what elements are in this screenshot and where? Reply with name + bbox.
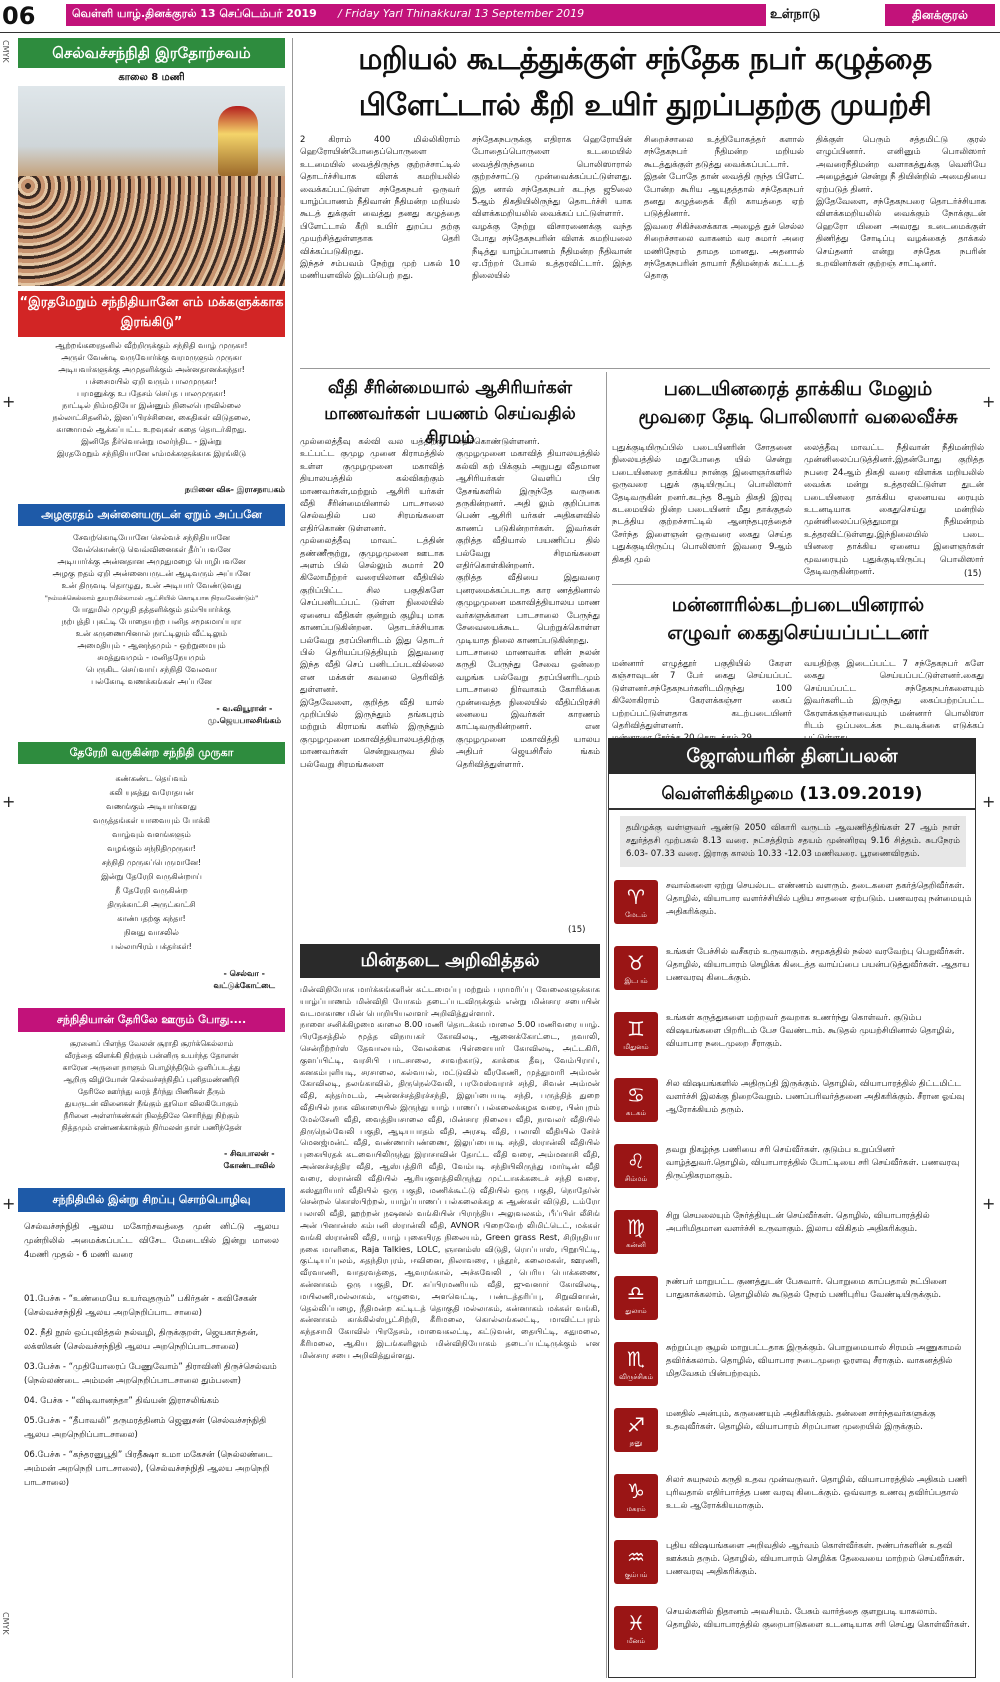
sermon-item: 04. பேச்சு - “விடிவானந்தா” திவ்யன் இராசலிங்கம் [24,1396,220,1406]
crop-mark: + [982,792,996,811]
zodiac-text: உங்கள் கருத்துகளை மற்றவர் தவறாக உணர்ந்து கொள்வர். குடும்ப விஷயங்களை பிறரிடம் பேச வேண்டாம். கூடுதல் முயற்சியினால் தொழில், வியாபார நடைமுறை சீராகும். [666,1013,955,1049]
crop-mark: + [982,1194,996,1213]
aquarius-icon: ♒ கும்பம் [614,1540,658,1584]
photo-caption: காலை 8 மணி [118,72,185,83]
sermon-item: 06.பேச்சு - “கந்தரனுபூதி” பிரதீக்ஷா உமா மகேசன் (நெல்லண்டை அம்மன் அறநெறி பாடசாலை), (செல்வச்சந்நிதி ஆலய அறநெறி பாடசாலை) [24,1450,273,1488]
crowd [18,176,285,286]
zodiac-text: சிலர் சுயநலம் கருதி உதவ முன்வருவர். தொழில், வியாபாரத்தில் அதிகம் பணி புரிவதால் எதிர்பார்த்த பண வரவு கிடைக்கும். ஒவ்வாத உணவு தவிர்ப்பதால் உடல் ஆரோக்கியமாகும். [666,1475,968,1511]
mannar-headline-1: மன்னாரில்கடற்படையினரால் [671,594,925,616]
zodiac-row [608,1204,976,1270]
zodiac-text: சிறு செயலையும் நேர்த்தியுடன் செய்வீர்கள். தொழில், வியாபாரத்தில் அபரிமிதமான வளர்ச்சி உருவாகும். இலாப விகிதம் அதிகரிக்கும். [666,1211,930,1234]
zodiac-row [608,1006,976,1072]
scorpio-icon: ♏ விருச்சிகம் [614,1342,658,1386]
power-body: மின்விநியோக மார்க்கங்களின் கட்டமைப்பு மற்றும் பராமரிப்பு வேலைகளுக்காக யாழ்ப்பாணம் மின்விநி யோகம் தடைப்படவிருக்கும் என்று மின்சார சபையின் வடமாகாண மின் பொறியியலாளர் அறிவித்துள்ளார். நாளை சனிக்கிழமை காலை 8.00 மணி தொடக்கம் மாலை 5.00 மணிவரை யாழ். பிரதேசத்தில் மூத்த விநாயகர் கோவிலடி, ஆனைக்கோட்டை, நவாலி, சென்றீற்றர்ஸ் தேவாலயம், வேலக்கை பிள்ளையார் கோவிலடி, அட்டகிரி, குளப்பிட்டி, வரசிபி பாடசாலை, சாவற்காடு, காக்கை தீவு, வேம்பிராய், கனகம்புளியடி, சரசாலை, கல்வயல், மட்டுவில் வீரகேணி, முத்துமாரி அம்மன் கோவிலடி, தலங்காவில், திருநெல்வேலி, பரமேஸ்வராச் சந்தி, சிவன் அம்மன் வீதி, கந்தர்மடம், அன்னச்சத்திரச்சந்தி, இலுப்பையடி சந்தி, பருத்தித் துறை வீதியில் நாக விகாரையில் இருந்து யாழ் பாணப் பல்கலைக்கழக வரை, பின்புறம் மேல்சேனி வீதி, வைத்தியசாலை வீதி, மின்சார நிலைய வீதி, நாவலர் வீதியில் திருநெல்வேலி பகுதி, ஆடியபாதம் வீதி, அரசடி வீதி, பலாலி வீதியில் சேர்ச் மெனஜ்மன்ட் வீதி, வண்ணார்பண்ணை, இலுப்பையடி சந்தி, ஸ்ரான்லி வீதியில் புகையிரதக் கடவையிலிருந்து இராசாவின் தோட்ட வீதி வரை, அம்மனாசி வீதி, அன்னச்சத்திர வீதி, ஆஸ்பத்திரி வீதி, வேம்படி சந்தியிலிருந்து மார்டின் வீதி வரை, ஸ்ரான்லி வீதியில் ஆரியகுளத்திலிருந்து முட்டாசுக்கடைச் சந்தி வரை, கஸ்தூரியார் வீதியில் ஒரு பகுதி, மணிக்கூட்டு வீதியில் ஒரு பகுதி, நொதேர்ன் சென்றல் கொஸ்பிற்றல், யாழ்ப்பாணப் பல்கலைக்கழ க ஆண்கள் விடுதி, டம்ரோ பலாலி வீதி, ஹற்றன் நஷனல் வங்கியின் பிராந்திய அலுவலகம், பீப்பிள் லீசிங் அன் பினான்ஸ் கம்பனி ஸ்ரான்லி வீதி, AVNOR பிறைவேற் லிமிட்டெட், மக்கள் வங்கி ஸ்ரான்லி வீதி, யாழ் புகையிரத நிலையம், Green grass Rest, சிறிநதியா நகை மாளிகை, Raja Talkies, LOLC, ஞானம்ஸ் விடுதி, ரொப்பாஸ், பிறூபிட்டி, குட்டியப்புலம், சுதந்திரபுரம், ஈவினை, நிலாவரை, புத்தூர், கலைமகள், ஊரணி, வீரவாணி, வாதரவத்தை, ஆவரங்கால், அச்சுவேலி , பெரிய பொக்கணை, கன்னாகம் ஒரு பகுதி, Dr. சுப்பிரமணியம் வீதி, ஜுவனாா் கோவிலடி, மயிலணி,மல்லாகம், எழுவை, அளவெட்டி, பண்டத்தரிப்பு, சிறுவிளான், தெல்லிப்பழை, நீதிமன்ற கட்டிடத் தொகுதி மல்லாகம், கன்னாகம் மக்கள் வங்கி, கன்னாகம் காக்கில்ஸ்பூட்சிற்றி, கீரிமலை, கொல்லங்கலட்டி, மாவிட்டபுரம் கந்தசாமி கோவில் பிரதேசம், மாவைகலட்டி, கட்டுவன், தையிட்டி, சுதுமலை, கீரிமலை, ஆகிய இடங்களிலும் மின்விநியோகம் தடைப்பட்டிருக்கும் என மின்சார சபை அறிவித்துள்ளது. [300,984,600,1360]
zodiac-text: தவறு நிகழ்ந்த பணியை சரி செய்வீர்கள். குடும்ப உறுப்பினர் வாழ்த்துவர்.தொழில், வியாபாரத்தில் போட்டியை சரி செய்வீர்கள். பணவரவு திருப்திகரமாகும். [666,1145,960,1181]
poem2-line: சமத்துவமும் - மனிதநேயமும் [97,653,206,662]
cancer-icon: ♋ கடகம் [614,1078,658,1122]
festival-title: செல்வச்சந்நிதி இரதோற்சவம் [18,38,285,68]
poem2-author: - வ.வியூரான் - மு.ஜெயபாலசிங்கம் [207,704,281,725]
poem4-body [18,1038,285,1134]
poem4-line: நித்தமும் எண்ணக்காக்கும் நிர்மலன் தாள் பணிந்தேன் [61,1123,242,1132]
poem4-line: தேரிலே ஊர்ந்து வரத் தீர்ந்து பிணிகள் தீரும் [77,1087,226,1096]
sagittarius-icon: ♐ தனு [614,1408,658,1452]
navy-headline-2: மூவரை தேடி பொலிஸார் வலைவீச்சு [638,406,958,428]
zodiac-row [608,1468,976,1534]
poem4-line: காரேன அருளை நாளும் பொழிந்திடும் ஒளிப்படத்து [62,1063,241,1072]
poem3-title: தேரேறி வருகின்ற சந்நிதி முருகா [18,742,285,764]
poem3-author: - செல்வா - வட்டுக்கோட்டை [213,969,275,990]
horoscope-day: வெள்ளிக்கிழமை (13.09.2019) [608,780,976,810]
header-english-date: / Friday Yarl Thinakkural 13 September 2019 [338,7,585,20]
zodiac-row [608,1534,976,1600]
poem1-line: அருள் வேண்டி வருவோர்க்கு வரமருளும் முருகா [61,353,242,362]
sermon-intro: செல்வச்சந்நிதி ஆலய மகோற்சவத்தை முன் னிட்டு ஆலய முன்றிலில் அமைக்கப்பட்ட விசேட மேடையில் இன்று மாலை 4மணி முதல் - 6 மணி வரை [24,1222,279,1260]
zodiac-text: சுற்றுப்புற சூழல் மாறுபட்டதாக இருக்கும். பொறுமையால் சிரமம் அணுகாமல் தவிர்க்கலாம். தொழில், வியாபார நடைமுறை ஓரளவு சீராகும். வாகனத்தில் மிதவேகம் பின்பற்றவும். [666,1343,962,1379]
power-title: மின்தடை அறிவித்தல் [300,944,600,978]
main-story-col: சந்தேகநபருக்கு எதிராக ஹெரோயின் போதைப்பொருளை உடமையில் வைத்திருந்தமை பொலிஸாரால் குற்றச்சாட்டு முன்வைக்கப்பட்டுள்ளது. இத னால் சந்தேகநபர் கடந்த ஜூலை 5ஆம் திகதியிலிருந்து தொடர்ச்சி யாக விளக்கமறியலில் வைக்கப் பட்டுள்ளார். வழக்கு நேற்று விசாரணைக்கு வந்த போது சந்தேகநபரின் விளக் கமறியலை நீடித்து யாழ்ப்பாணம் நீதிமன்ற நீதிவான் ஏ.பீற்றர் போல் உத்தரவிட்டார். இந்த நிலையில் [472,135,632,282]
poem2-line: அடியார்க்கு அன்னதான அமுதுமழை பொழிபவனே [57,557,246,566]
poem1-line: ஆற்றங்கரைதனில் வீற்றிருக்கும் சந்நிதி வாழ் முருகா! [55,341,248,350]
navy-col: புதுக்குடியிருப்பில் படையினரின் சோதனை நிலையத்தில் மதுபோதை யில் சென்று படையினரை தாக்கிய நான்கு இளைஞர்களில் ஒருவரை புதுக் குடியிருப்பு பொலிஸார் தேடிவருகின் றனர்.கடந்த 8ஆம் திகதி இரவு கடமையில் நின்ற படையினர் மீது தாக்குதல் நடத்திய குற்றச்சாட்டில் ஆனந்தபுரத்தைச் சேர்ந்த இளைஞன் ஒருவரை கைது செய்த புதுக்குடியிருப்பு பொலிஸார் இவரை 9ஆம் திகதி முல் [612,443,792,565]
crop-mark: + [982,392,996,411]
poem3-line: கண்கண்ட தெய்வம் [115,774,188,783]
cmyk-marker-bottom: CMYK [1,1612,10,1635]
zodiac-text: உங்கள் பேச்சில் வசீகரம் உருவாகும். சமூகத்தில் நல்ல வரவேற்பு பெறுவீர்கள். தொழில், வியாபாரம் செழிக்க கிடைத்த வாய்ப்பை பயன்படுத்துவீர்கள். ஆதாய பணவரவு கிடைக்கும். [666,947,970,983]
crop-mark: + [2,392,16,411]
header-tamil-date: வெள்ளி யாழ்.தினக்குரல் 13 செப்டெம்பர் 2019 [72,7,317,20]
poem3-line: வருத்தங்கள் யாவையும் போக்கி [93,816,210,825]
main-story-col: திக்குள் பெரும் சத்தமிட்டு குரல் எழுப்பினார். எனினும் பொலிஸார் அவரைநீதிமன்ற வளாகத்துக்கு வெளியே அழைத்துச் சென்று நீ தியின்றில் அமைதியை ஏற்படுத் தினர். இதேவேளை, சந்தேகநபரை தொடர்ச்சியாக விளக்கமறியலில் வைக்கும் நோக்குடன் ஹெரோ யினை அவரது உடைமைக்குள் திணித்து சோடிப்பு வழக்கைத் தாக்கல் செய்தனர் என்று சந்தேக நபரின் உறவினர்கள் குற்றஞ் சாட்டினர். [816,135,986,270]
libra-icon: ♎ துலாம் [614,1276,658,1320]
poem3-line: காண்பதற்கு கந்தா! [117,914,186,923]
poem4-line: துயருடன் வினைகள் நீங்கும் தூமொ விலகிபோகும் [64,1099,239,1108]
poem4-author: - சிவபாலன் - கோண்டாவில் [223,1149,275,1170]
teacher-col: எதிர்கொண்டுள்ளனர். குமுழமுனை மகாவித் தியாலயத்தில் கல்வி கற் பிக்கும் அநுபது வீதமான ஆசிரியர்கள் வெளிப் பிர தேசங்களில் இருந்தே வருகை தருகின்றனர். அதி லும் குறிப்பாக பெண் ஆசிரி யர்கள் அதிகளவில் காணப் படுகின்றார்கள். இவர்கள் குறித்த வீதியால் பயணிப்ப தில் பல்வேறு சிரமங்களை எதிர்கொள்கின்றனர். குறித்த வீதியை இதுவரை புனரமைக்கப்படாத கார ணத்தினால் குமுழமுனை மகாவித்தியாலய மாண வர்களுக்கான பாடசாலை பேருந்து சேவையைக்கூட பெற்றுக்கொள்ள முடியாத நிலை காணப்படுகின்றது. பாடசாலை மாணவர்க ளின் நலன் கருதி பேருந்து சேவை ஒன்றை வழங்க பல்வேறு தரப்பினரிடமும் பாடசாலை நிர்வாகம் கோரிக்கை முன்வைத்த நிலையில் வீதிப்பிரச்சி னையை இவர்கள் காரணம் காட்டிவருகின்றனர். என குமுழமுனை மகாவித்தி யாலய அதிபர் ஜெயசிரீஸ் ங்கம் தெரிவித்துள்ளார். [456,437,600,770]
zodiac-row [608,1600,976,1666]
poem2-line: பல்கோடி வணக்கங்கள் அப்பனே [91,677,212,686]
poem2-body [18,532,285,688]
mannar-col: வயதிற்கு இடைப்பட்ட 7 சந்தேகநபர் களே கைது செய்யப்பட்டுள்ளனர்.கைது செய்யப்பட்ட சந்தேகநபர்களையும் இவர்களிடம் இருந்து கைப்பற்றப்பட்ட கேரளக்கஞ்சாவையும் மன்னார் பொலிஸா ரிடம் ஒப்படைக்க நடவடிக்கை எடுக்கப் [804,659,984,732]
poem1-line: இனிதே தீர்வொன்று மலர்ந்திட - இன்று [81,437,222,446]
column-rule [606,372,607,1678]
poem1-line: நல்லாட்சிதனில், இனப்பிரச்சினை, கைதிகள் விடுதலை, [52,413,251,422]
poem1-title: “இரதமேறும் சந்நிதியானே எம் மக்களுக்காக இரங்கிடு” [18,291,285,337]
main-story-col: சிறைச்சாலை உத்தியோகத்தர் களால் சந்தேகநபர் நீதிமன்ற மறியல் கூடத்துக்குள் தடுத்து வைக்கப்பட்டார். இதன் போதே தான் வைத்தி ருந்த பிளேட் போன்ற கூரிய ஆயுதத்தால் சந்தேகநபர் தனது கழுத்தைக் கீறி காயத்தை ஏற் படுத்தினார். இவரை சிகிச்சைக்காக அழைத் துச் செல்ல சிறைச்சாலை வாகனம் வர சுமார் அரை மணிநேரம் தாமத மானது. அதனால் சந்தேகநபரின் தாயார் நீதிமன்றக் கட்டடத் தொகு [644,135,804,282]
main-headline-1: மறியல் கூடத்துக்குள் சந்தேக நபர் கழுத்தை [358,42,932,77]
main-story-col: 2 கிராம் 400 மில்லிகிராம் ஹெரோயின்போதைப்பொருளை உடமையில் வைத்திருந்த குற்றச்சாட்டில் தொடர்ச்சியாக விளக் கமறியலில் வைக்கப்பட்டுள்ள சந்தேகநபர் ஒருவர் யாழ்ப்பாணம் நீதிவான் நீதிமன்ற மறியல் கூடத் துக்குள் வைத்து தனது கழுத்தை பிளேட்டால் கீறி உயிர் துறப்ப தற்கு முயற்சித்துள்ளதாக தெரி விக்கப்படுகிறது. இந்தச் சம்பவம் நேற்று முற் பகல் 10 மணியளவில் இடம்பெற் றது. [300,135,460,282]
sermon-item: 01.பேச்சு - “உண்மையே உயர்வுதரும்” பகிர்தன் - கவிசேகன் (செல்வச்சந்நிதி ஆலய அறநெறிப்பாட சாலை) [24,1294,257,1318]
poem2-line: உன் திருவடி தொழுது, உன் அடியார் வேண்டுவது [61,581,242,590]
horoscope-title: ஜோஸ்யரின் தினப்பலன் [608,738,976,774]
poem1-line: பச்சைமயில் ஏறி வரும் பாலமுருகா! [85,377,218,386]
poem1-line: அடியவர்களுக்கு அமுதளிக்கும் அன்னதானக்கந்தா! [58,365,245,374]
page-header [0,0,1000,30]
zodiac-row [608,1138,976,1204]
teacher-code: (15) [568,925,586,935]
poem4-line: நீரினை அள்ளர்கண்கள் நிலத்திலே சொரிந்து நிற்கும் [63,1111,240,1120]
poem3-line: இன்று தேரேறி வருகின்றாய் [101,872,202,881]
poem4-title: சந்நிதியான் தேரிலே ஊரும் போது.... [18,1008,285,1032]
logo: தினக்குரல் [885,4,995,26]
zodiac-row [608,1072,976,1138]
column-rule [292,38,293,1678]
poem3-line: கலி யுகத்து வரோதயன் [109,788,194,797]
poem4-line: வீரத்தை விளக்கி நிற்கும் பன்னிரு உயர்ந்த தோளன் [64,1051,239,1060]
zodiac-text: சவால்களை ஏற்று செயல்பட எண்ணம் வளரும். தடைகளை தகர்த்தெறிவீர்கள். தொழில், வியாபார வளர்ச்சியில் புதிய சாதனை ஏற்படும். பணவரவு நன்மையும் அதிகரிக்கும். [666,881,972,917]
poem4-line: சூரனைப் பிளந்த வேலன் சூராதி சூரர்க்கெல்லாம் [69,1039,234,1048]
sermon-list [24,1292,279,1490]
poem3-line: நீ தேரேறி வருகின்ற [115,886,188,895]
poem3-line: வழங்கும் சந்நிதிமுருகா! [107,844,196,853]
poem2-title: அழகுரதம் அன்னையருடன் ஏறும் அப்பனே [18,504,285,526]
zodiac-text: சில விஷயங்களில் அதிருப்தி இருக்கும். தொழில், வியாபாரத்தில் திட்டமிட்ட வளர்ச்சி இலக்கு நிறைவேறும். பணப்பரிவர்த்தனை அதிகரிக்கும். சீரான ஓய்வு ஆரோக்கியம் தரும். [666,1079,965,1115]
teacher-headline-1: வீதி சீரின்மையால் ஆசிரியர்கள் [327,378,573,398]
poem2-line: பெருகிட செய்வாய் சந்நிதி வேலவா [86,665,217,674]
zodiac-row [608,940,976,1006]
leo-icon: ♌ சிம்மம் [614,1144,658,1188]
mannar-headline-2: எழுவர் கைதுசெய்யப்பட்டனர் [667,622,929,644]
left-column [18,38,285,1678]
sermon-item: 02. நீதி நூல் ஒப்புவித்தல் நல்வழி, திருக்குறள், ஜெயகாந்தன், லக்ஸிகன் (செல்வச்சந்நிதி ஆலய அறநெறிப்பாடசாலை) [24,1328,259,1352]
section-label: உள்நாடு [770,7,821,22]
poem3-line: வணங்கும் அடியார்களது [106,802,197,811]
mannar-col: மன்னார் எழுத்தூர் பகுதியில் கேரள கஞ்சாவுடன் 7 பேர் கைது செய்யப்பட் டுள்ளனர்.சந்தேகநபர்களிடமிருந்து 100 கிலோகிராம் கேரளக்கஞ்சா கைப் பற்றப்பட்டுள்ளதாக கடற்படையினர் தெரிவித்துள்ளனர். [612,659,792,732]
navy-headline-1: படையினரைத் தாக்கிய மேலும் [663,378,933,400]
navy-rule [612,584,984,585]
main-story-rule [300,368,990,369]
zodiac-row [608,1270,976,1336]
poem3-line: சந்நிதி முருகப்பெருமானே! [101,858,202,867]
horoscope-intro: தமிழுக்கு வள்ளுவர் ஆண்டு 2050 விகாரி வருடம் ஆவணித்திங்கள் 27 ஆம் நாள் சதுர்த்தசி முற்பகல் 8.13 வரை. நட்சத்திரம் சதயம் முன்னிரவு 9.16 சித்தம். சுபநேரம் 6.03- 07.33 வரை. இராகு காலம் 10.33 -12.03 மணிவரை. பூரணைவிரதம். [620,816,966,867]
poem2-line: உன் கருணையினால் நாட்டிலும் வீட்டிலும் [75,629,228,638]
poem2-line: சேவற்கொடியோனே செல்வச் சந்நிதியானே [73,533,230,542]
poem1-author: நயினை விசு- இராசநாயகம் [184,485,285,494]
crop-mark: + [2,1194,16,1213]
poem3-body [18,772,285,954]
poem4-line: ஆறிரு விழியோன் செல்வச்சந்நிதிப் புனிதமண்ணிறி [63,1075,240,1084]
crop-mark: + [2,792,16,811]
festival-photo [18,86,285,286]
main-headline-2: பிளேட்டால் கீறி உயிர் துறப்பதற்கு முயற்சி [358,88,932,123]
teacher-headline-2: மாணவர்கள் பயணம் செய்வதில் சிரமம் [324,404,576,448]
poem2-line: வேல்கொண்டு வெவ்வினைகள் தீர்ப்பவனே [72,545,231,554]
capricorn-icon: ♑ மகரம் [614,1474,658,1518]
navy-code: (15) [964,569,982,579]
virgo-icon: ♍ கன்னி [614,1210,658,1254]
zodiac-row [608,1336,976,1402]
cmyk-marker-top: CMYK [1,40,10,63]
zodiac-text: நண்பர் மாறுபட்ட குணத்துடன் பேசுவார். பொறுமை காப்பதால் நட்பினை பாதுகாக்கலாம். தொழிலில் கூடுதல் நேரம் பணிபுரிய வேண்டியிருக்கும். [666,1277,947,1300]
sermon-item: 05.பேச்சு - “தீபாவலி” தருமரத்தினம் ஜெனுசன் (செல்வச்சந்நிதி ஆலய அறநெறிப்பாடசாலை) [24,1416,267,1440]
zodiac-text: மனதில் அன்பும், கருணையும் அதிகரிக்கும். தன்னை சார்ந்தவர்களுக்கு உதவுவீர்கள். தொழில், வியாபாரம் சிறப்பான முறையில் இருக்கும். [666,1409,936,1432]
aries-icon: ♈ மேடம் [614,880,658,924]
gemini-icon: ♊ மிதுனம் [614,1012,658,1056]
teacher-col: முல்லைத்தீவு கல்வி வல யத்திற்கு உட்பட்ட குமுழ முனை கிராமத்தில் உள்ள குமுழமுனை மகாவித் தியாலயத்தில் கல்விகற்கும் மாணவர்கள்,மற்றும் ஆசிரி யர்கள் வீதி சீரின்மையினால் பாடசாலை செல்வதில் பல சிரமங்களை எதிர்கொண் டுள்ளனர். முல்லைத்தீவு மாவட் டத்தின் தண்ணீரூற்று, குமுழமுனை ஊடாக அளம் பில் செல்லும் சுமார் 20 கிலோமீற்றர் வரையிலான வீதியில் குறிப்பிட்ட சில பகுதிகளே செப்பனிடப்பட் டுள்ள நிலையில் ஏனைய வீதிகள் குன்றும் குழியு மாக காணப்படுகின்றன. தொடர்ச்சியாக பல்வேறு தரப்பினரிடம் இது தொடர் பில் தெரியப்படுத்தியும் இதுவரை இந்த வீதி செப் பனிடப்படவில்லை என மக்கள் கவலை தெரிவித் துள்ளனர். இதேவேளை, குறித்த வீதி யால் முறிப்பில் இருந்தும் தங்கபுரம் மற்றும் கிராமங் களில் இருந்தும் குமுழமுனை மகாவித்தியாலயத்திற்கு மாணவர்கள் சென்றுவருவ தில் பல்வேறு சிரமங்களை [300,437,444,770]
poem2-line: "நம்மக்கெல்லாம் துயரமில்லாமல் ஆட்சியில் கொடியாக நிரவலேண்டும்" [44,594,259,602]
zodiac-text: செயல்களில் நிதானம் அவசியம். பேசும் வார்த்தை குளறுபடி யாகலாம். தொழில், வியாபாரத்தில் குறைபாடுகளை உடனடியாக சரி செய்து கொள்வீர்கள். [666,1607,970,1630]
zodiac-row [608,1402,976,1468]
chariot [218,106,258,176]
poem1-body [18,340,285,460]
poem2-line: போதுமில் முழுதி தத்தளிக்கும் தம்பியார்க்கு [72,605,231,614]
taurus-icon: ♉ இடபம் [614,946,658,990]
poem2-line: நற்புத்தி புகட்டி போதையற்ற பனித சமூகமாய்பரா [61,617,242,626]
poem1-line: இரதமேறும் சந்நிதியானே எம்மக்களுக்காக இரங்கிடு [56,449,247,458]
header-rule [0,32,1000,33]
pisces-icon: ♓ மீனம் [614,1606,658,1650]
poem3-line: பல்லாயிரம் பக்தர்கள்! [111,942,192,951]
poem3-line: நினது வாசலில் [124,928,179,937]
poem1-line: நாட்டில் நிம்மதியோ இன்னும் நிலைபெறவில்லை [62,401,241,410]
poem2-line: அமைதியும் - ஆனந்தமும் - ஒற்றுமையும் [77,641,226,650]
navy-col: லைத்தீவு மாவட்ட நீதிவான் நீதிமன்றில் முன்னிலைப்படுத்தினர்.இதன்போது குறித்த நபரை 24ஆம் திகதி வரை விளக்க மறியலில் வைக்க மன்று உத்தரவிட்டுள்ள துடன் படையினரை தாக்கிய ஏனையவ ரையும் உடனடியாக கைதுசெய்து மன்றில் முன்னிலைப்படுத்துமாறு நீதிமன்றம் உத்தரவிட்டுள்ளது.இந்நிலையில் படை யினரை தாக்கிய ஏனைய இளைஞர்கள் மூவரையும் புதுக்குடியிருப்பு பொலிஸார் தேடிவருகின்றனர். [804,443,984,578]
poem2-line: அழகு றதம் ஏறி அன்னையருடன் ஆடிவரும் அப்பனே [52,569,251,578]
page-number: 06 [2,2,36,30]
zodiac-text: புதிய விஷயங்களை அறிவதில் ஆர்வம் கொள்வீர்கள். நண்பர்களின் உதவி ஊக்கம் தரும். தொழில், வியாபாரம் செழிக்க தேவையை மாற்றம் செய்வீர்கள். பணவரவு அதிகரிக்கும். [666,1541,965,1577]
poem1-line: காணாமல் ஆக்கப்பட்ட உறவுகள் கதை தொடர்கிறது. [56,425,247,434]
poem3-line: வாழ்வும் வளங்களும் [112,830,191,839]
poem3-line: திருக்காட்சி அருட்காட்சி [107,900,196,909]
sermon-title: சந்நிதியில் இன்று சிறப்பு சொற்பொழிவு [18,1188,285,1212]
zodiac-row [608,874,976,940]
poem1-line: பரமனுக்கு உபதேசம் செய்த பாலமுருகா! [77,389,226,398]
sermon-item: 03.பேச்சு - “முதியோரைப் பேணுவோம்” திராவினி திருச்செல்வம் (நெல்லண்டை அம்மன் அறநெறிப்பாடசாலை தும்பளை) [24,1362,277,1386]
